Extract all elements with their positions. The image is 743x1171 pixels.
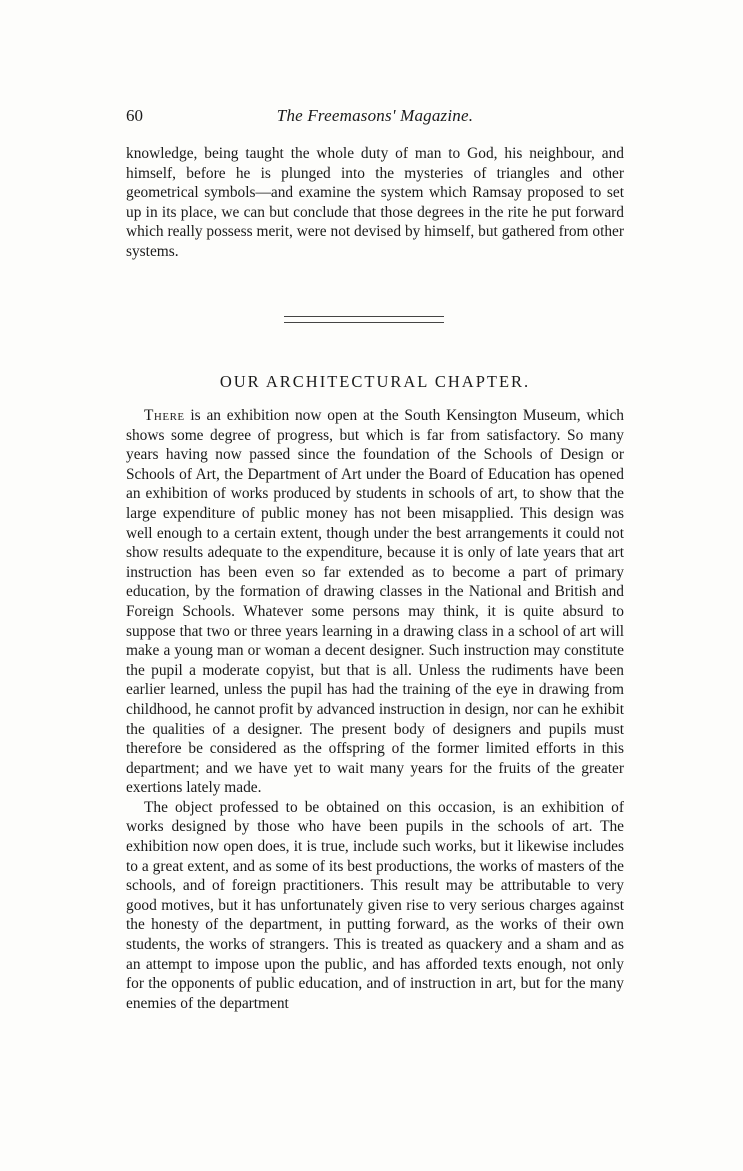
article-paragraph-1 bbox=[126, 406, 624, 798]
lead-word: There bbox=[144, 407, 185, 424]
paragraph-1-text: is an exhibition now open at the South Kensington Museum, which shows some degree of progress, but which is far from satisfactory. So many years having now passed since the foundation of the Schools of Design or Schools of Art, the Department of Art under the Board of Education has opened an exhibition of works produced by students in schools of art, to show that the large expenditure of public money has not been misapplied. This design was well enough to a certain extent, though under the best arrangements it could not show results adequate to the expenditure, because it is only of late years that art instruction has been even so far extended as to become a part of primary education, by the formation of drawing classes in the National and British and Foreign Schools. Whatever some persons may think, it is quite absurd to suppose that two or three years learning in a drawing class in a school of art will make a young man or woman a decent designer. Such instruction may constitute the pupil a moderate copyist, but that is all. Unless the rudiments have been earlier learned, unless the pupil has had the training of the eye in drawing from childhood, he cannot profit by advanced instruction in design, nor can he exhibit the qualities of a designer. The present body of designers and pupils must therefore be considered as the offspring of the former limited efforts in this department; and we have yet to wait many years for the fruits of the greater exertions lately made. bbox=[126, 407, 624, 797]
section-divider bbox=[284, 316, 444, 323]
article-paragraph-2: The object professed to be obtained on this occasion, is an exhibition of works designed by those who have been pupils in the schools of art. The exhibition now open does, it is true, include such works, but it likewise includes to a great extent, and as some of its best productions, the works of masters of the schools, and of foreign practitioners. This result may be attributable to very good motives, but it has unfortunately given rise to very serious charges against the honesty of the department, in putting forward, as the works of their own students, the works of strangers. This is treated as quackery and a sham and as an attempt to impose upon the public, and has afforded texts enough, not only for the opponents of public education, and of instruction in art, but for the many enemies of the department bbox=[126, 798, 624, 1012]
page-number: 60 bbox=[126, 106, 143, 125]
article-title: OUR ARCHITECTURAL CHAPTER. bbox=[219, 372, 531, 391]
continued-paragraph: knowledge, being taught the whole duty of man to God, his neighbour, and himself, before he is plunged into the mysteries of triangles and other geometrical symbols—and examine the system which Ramsay proposed to set up in its place, we can but conclude that those degrees in the rite he put forward which really possess merit, were not devised by himself, but gathered from other systems. bbox=[126, 145, 624, 260]
article-body bbox=[126, 406, 624, 1013]
running-head bbox=[126, 106, 624, 130]
continued-text-block bbox=[126, 144, 624, 262]
running-title: The Freemasons' Magazine. bbox=[276, 106, 474, 125]
